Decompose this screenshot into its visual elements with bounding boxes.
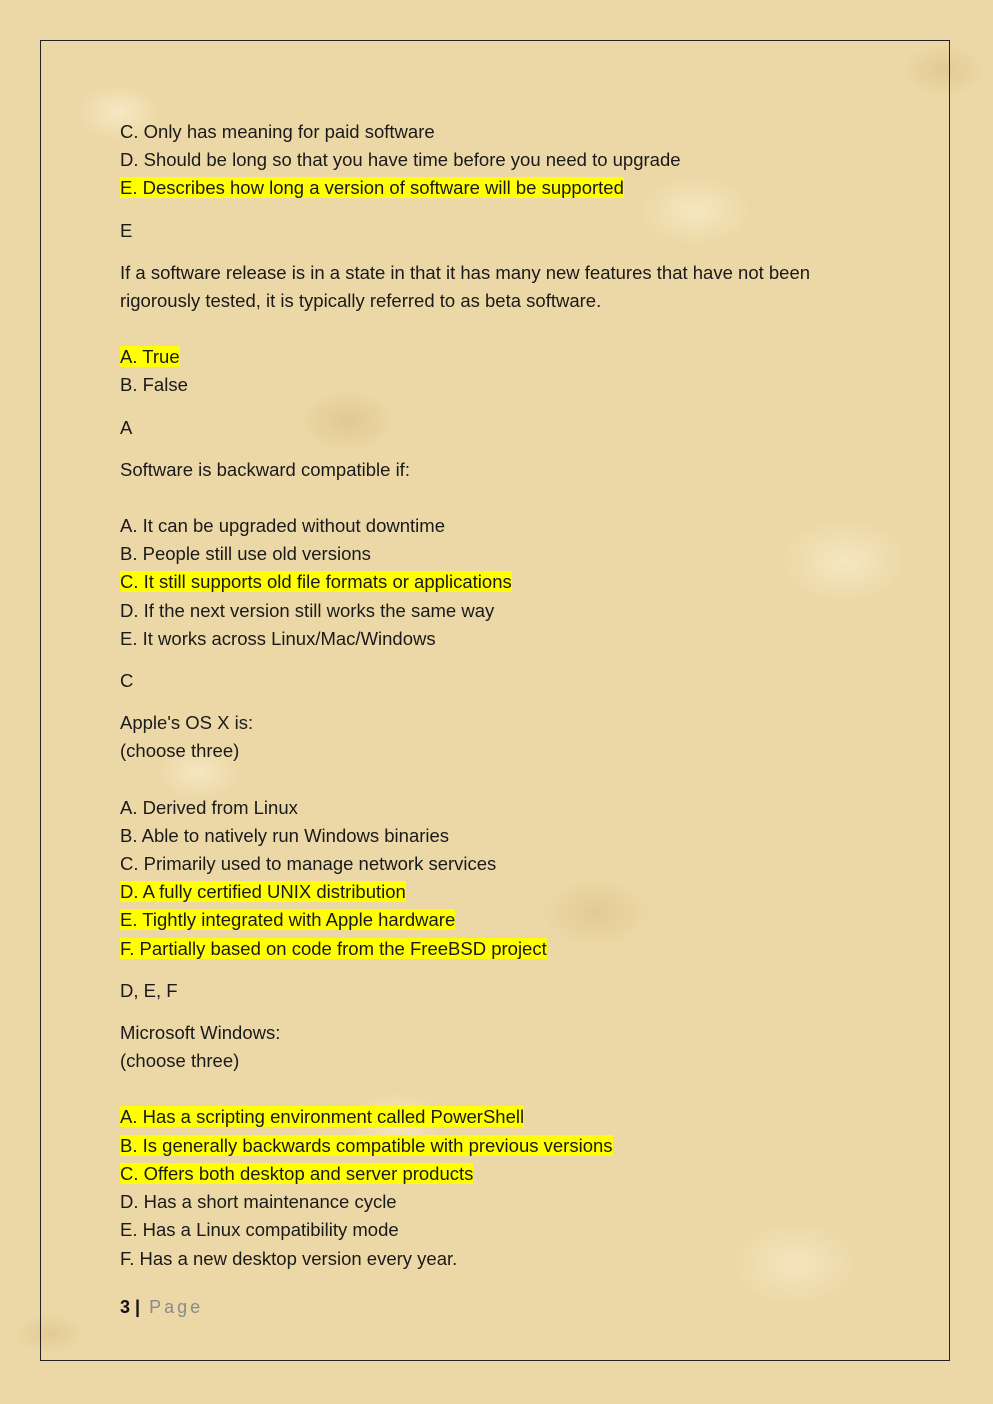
option-e: E. Has a Linux compatibility mode [120,1219,399,1241]
option-b: B. False [120,374,188,396]
option-c-correct: C. It still supports old file formats or applications [120,571,512,593]
option-a: A. Derived from Linux [120,796,298,818]
question-osx: Apple's OS X is: [120,712,254,734]
page-footer [120,1294,203,1320]
option-c-correct: C. Offers both desktop and server products [120,1162,474,1184]
option-f-correct: F. Partially based on code from the FreeBSD project [120,937,547,959]
question-windows-options [120,1103,860,1272]
option-f: F. Has a new desktop version every year. [120,1247,458,1269]
option-d: D. If the next version still works the same way [120,599,495,621]
option-a-correct: A. Has a scripting environment called PowerShell [120,1106,525,1128]
option-e-correct: E. Tightly integrated with Apple hardware [120,909,456,931]
question-windows-note: (choose three) [120,1050,240,1072]
option-b: B. People still use old versions [120,543,371,565]
option-d-correct: D. A fully certified UNIX distribution [120,881,406,903]
question-backward-options [120,512,860,653]
question-backward: Software is backward compatible if: [120,458,410,480]
page-number: 3 [120,1297,131,1317]
option-c: C. Primarily used to manage network services [120,853,497,875]
answer-prev: E [120,219,133,241]
option-a: A. It can be upgraded without downtime [120,515,445,537]
answer-beta: A [120,416,133,438]
option-b: B. Able to natively run Windows binaries [120,824,450,846]
answer-osx: D, E, F [120,979,178,1001]
question-osx-options [120,794,860,963]
answer-backward: C [120,670,134,692]
option-a-correct: A. True [120,346,180,368]
question-prev-options [120,118,860,203]
page-label: Page [149,1297,204,1317]
document-body [120,118,860,1273]
option-d: D. Should be long so that you have time before you need to upgrade [120,149,681,171]
option-d: D. Has a short maintenance cycle [120,1191,397,1213]
question-windows: Microsoft Windows: [120,1022,281,1044]
question-osx-note: (choose three) [120,740,240,762]
option-b-correct: B. Is generally backwards compatible with previous versions [120,1134,613,1156]
question-beta-options [120,343,860,399]
option-c: C. Only has meaning for paid software [120,121,435,142]
page-separator: | [135,1297,141,1317]
question-beta: If a software release is in a state in that it has many new features that have not been rigorously tested, it is typically referred to as beta software. [120,261,811,312]
option-e-correct: E. Describes how long a version of software will be supported [120,177,624,199]
option-e: E. It works across Linux/Mac/Windows [120,627,436,649]
